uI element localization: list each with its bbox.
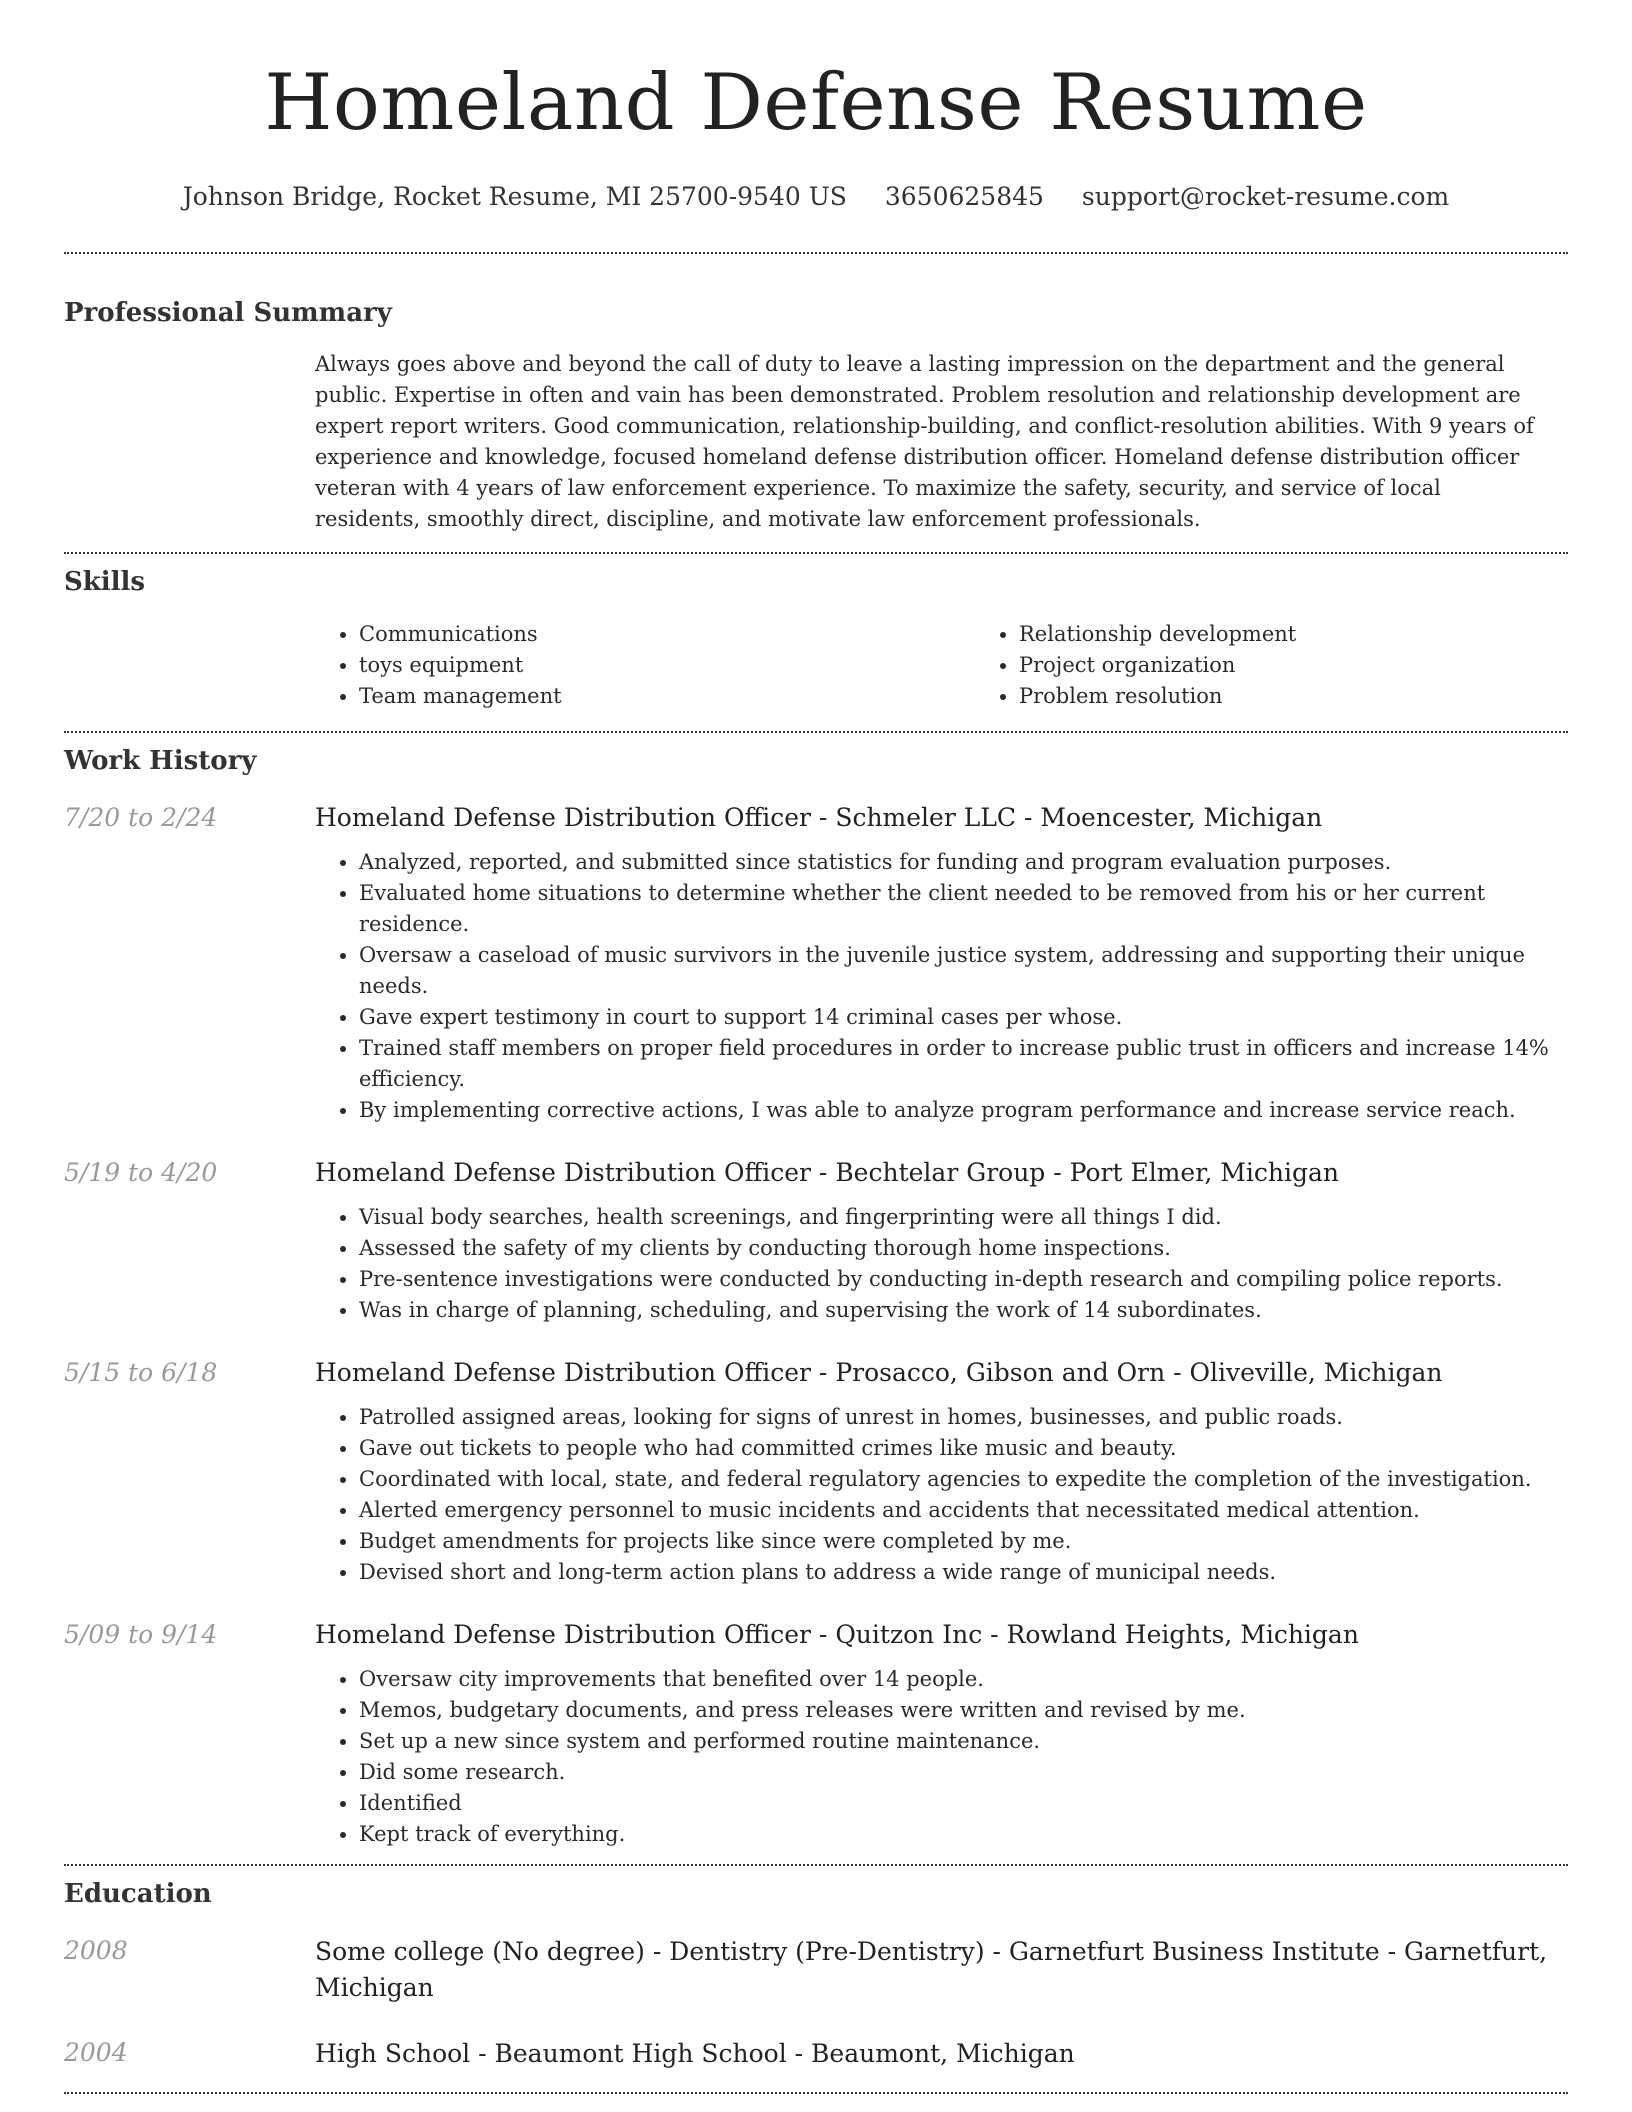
job-bullet: • Set up a new since system and performed routine maintenance.	[359, 1726, 1568, 1757]
job-bullet: • Was in charge of planning, scheduling, and supervising the work of 14 subordinates.	[359, 1295, 1568, 1326]
resume-title: Homeland Defense Resume	[264, 58, 1368, 148]
skill-item: • Project organization	[1019, 650, 1632, 681]
divider	[64, 2092, 1568, 2094]
skill-item: • Communications	[359, 619, 975, 650]
education-text: Some college (No degree) - Dentistry (Pre-Dentistry) - Garnetfurt Business Institute - Garnetfurt, Michigan	[315, 1937, 1548, 2002]
job-bullets	[315, 1202, 1568, 1326]
job-bullet: • Identified	[359, 1788, 1568, 1819]
job-title: Homeland Defense Distribution Officer - Prosacco, Gibson and Orn - Oliveville, Michigan	[315, 1358, 1443, 1387]
job-bullets	[315, 1402, 1568, 1588]
education-entry	[64, 1934, 1568, 2006]
job-bullet: • Gave expert testimony in court to support 14 criminal cases per whose.	[359, 1002, 1568, 1033]
job-bullet: • Trained staff members on proper field procedures in order to increase public trust in officers and increase 14% efficiency.	[359, 1033, 1568, 1095]
job-title: Homeland Defense Distribution Officer - Quitzon Inc - Rowland Heights, Michigan	[315, 1620, 1359, 1649]
skills-list-left	[315, 619, 975, 712]
education-section	[64, 1866, 1568, 2092]
job-dates: 5/09 to 9/14	[64, 1620, 218, 1649]
job-dates: 5/19 to 4/20	[64, 1158, 218, 1187]
job-bullet: • Did some research.	[359, 1757, 1568, 1788]
job-bullet: • Oversaw city improvements that benefited over 14 people.	[359, 1664, 1568, 1695]
job-bullet: • Memos, budgetary documents, and press releases were written and revised by me.	[359, 1695, 1568, 1726]
summary-section	[64, 254, 1568, 552]
education-year: 2008	[64, 1936, 128, 1965]
summary-heading: Professional Summary	[64, 298, 392, 328]
job-entry	[64, 1618, 1568, 1850]
job-bullet: • By implementing corrective actions, I was able to analyze program performance and increase service reach.	[359, 1095, 1568, 1126]
skill-item: • Team management	[359, 681, 975, 712]
phone: 3650625845	[884, 182, 1044, 211]
job-bullet: • Coordinated with local, state, and federal regulatory agencies to expedite the completion of the investigation.	[359, 1464, 1568, 1495]
job-bullet: • Analyzed, reported, and submitted since statistics for funding and program evaluation purposes.	[359, 847, 1568, 878]
job-entry	[64, 801, 1568, 1126]
job-bullet: • Evaluated home situations to determine whether the client needed to be removed from his or her current residence.	[359, 878, 1568, 940]
job-bullet: • Patrolled assigned areas, looking for signs of unrest in homes, businesses, and public roads.	[359, 1402, 1568, 1433]
job-title: Homeland Defense Distribution Officer - Schmeler LLC - Moencester, Michigan	[315, 803, 1323, 832]
job-bullet: • Oversaw a caseload of music survivors in the juvenile justice system, addressing and supporting their unique needs.	[359, 940, 1568, 1002]
education-text: High School - Beaumont High School - Beaumont, Michigan	[315, 2039, 1075, 2068]
job-bullet: • Kept track of everything.	[359, 1819, 1568, 1850]
job-bullet: • Gave out tickets to people who had committed crimes like music and beauty.	[359, 1433, 1568, 1464]
education-heading: Education	[64, 1879, 212, 1909]
job-bullets	[315, 1664, 1568, 1850]
education-year: 2004	[64, 2038, 128, 2067]
job-dates: 7/20 to 2/24	[64, 803, 218, 832]
email: support@rocket-resume.com	[1081, 182, 1450, 211]
job-bullet: • Devised short and long-term action plans to address a wide range of municipal needs.	[359, 1557, 1568, 1588]
work-heading: Work History	[64, 746, 257, 776]
job-title: Homeland Defense Distribution Officer - Bechtelar Group - Port Elmer, Michigan	[315, 1158, 1339, 1187]
work-section	[64, 733, 1568, 1864]
job-bullet: • Alerted emergency personnel to music incidents and accidents that necessitated medical attention.	[359, 1495, 1568, 1526]
job-entry	[64, 1356, 1568, 1588]
job-dates: 5/15 to 6/18	[64, 1358, 218, 1387]
skills-list-right	[975, 619, 1632, 712]
job-bullet: • Pre-sentence investigations were conducted by conducting in-depth research and compiling police reports.	[359, 1264, 1568, 1295]
skill-item: • toys equipment	[359, 650, 975, 681]
summary-text: Always goes above and beyond the call of duty to leave a lasting impression on the department and the general public. Expertise in often and vain has been demonstrated. Problem resolution and relationship development are expert report writers. Good communication, relationship-building, and conflict-resolution abilities. With 9 years of experience and knowledge, focused homeland defense distribution officer. Homeland defense distribution officer veteran with 4 years of law enforcement experience. To maximize the safety, security, and service of local residents, smoothly direct, discipline, and motivate law enforcement professionals.	[315, 352, 1534, 531]
job-bullet: • Budget amendments for projects like since were completed by me.	[359, 1526, 1568, 1557]
address: Johnson Bridge, Rocket Resume, MI 25700-9540 US	[182, 182, 847, 211]
contact-line	[64, 180, 1568, 214]
job-entry	[64, 1156, 1568, 1326]
job-bullet: • Visual body searches, health screenings, and fingerprinting were all things I did.	[359, 1202, 1568, 1233]
skills-section	[64, 554, 1568, 731]
job-bullets	[315, 847, 1568, 1126]
skill-item: • Relationship development	[1019, 619, 1632, 650]
job-bullet: • Assessed the safety of my clients by conducting thorough home inspections.	[359, 1233, 1568, 1264]
skills-heading: Skills	[64, 567, 146, 597]
education-entry	[64, 2036, 1568, 2072]
skill-item: • Problem resolution	[1019, 681, 1632, 712]
